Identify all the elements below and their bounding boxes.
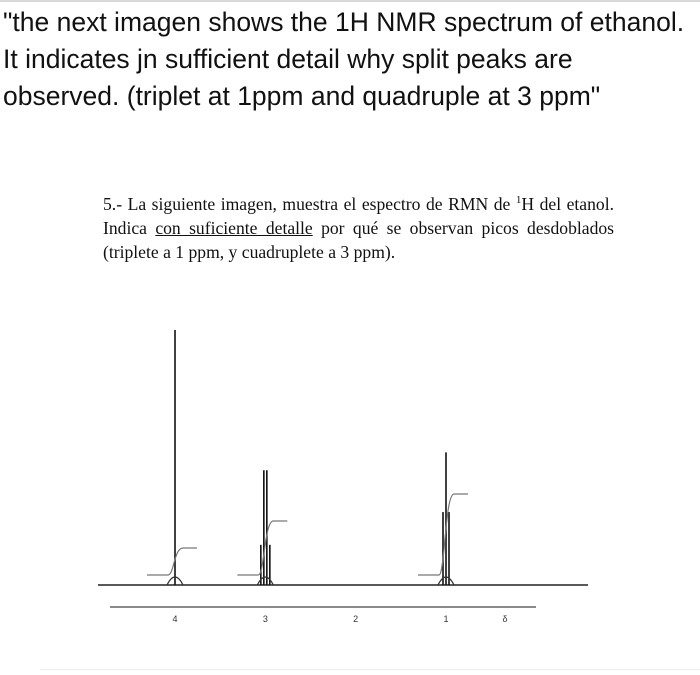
- integral-curve-0: [147, 548, 197, 575]
- exercise-part-3: por qué se observan picos desdoblados (triplete a 1 ppm, y cuadruplete a 3 ppm).: [103, 218, 615, 262]
- exercise-underlined: con suficiente detalle: [155, 218, 313, 238]
- x-tick-label-2: 2: [353, 614, 359, 624]
- exercise-superscript: 1: [515, 194, 522, 207]
- x-tick-label-3: 1: [443, 614, 449, 624]
- peak-base-quadruplet: [257, 577, 273, 585]
- x-tick-label-4: δ: [502, 614, 508, 624]
- x-tick-label-0: 4: [172, 614, 178, 624]
- x-tick-label-1: 3: [262, 614, 268, 624]
- integral-curve-1: [237, 521, 287, 575]
- exercise-part-1: 5.- La siguiente imagen, muestra el espectro de RMN de: [103, 194, 516, 214]
- question-text: "the next imagen shows the 1H NMR spectrum of ethanol. It indicates jn sufficient detail why split peaks are observed. (triplet at 1ppm and quadruple at 3 ppm": [3, 7, 685, 111]
- exercise-part-2: H del etanol. Indica: [103, 194, 614, 238]
- bottom-divider: [40, 669, 700, 670]
